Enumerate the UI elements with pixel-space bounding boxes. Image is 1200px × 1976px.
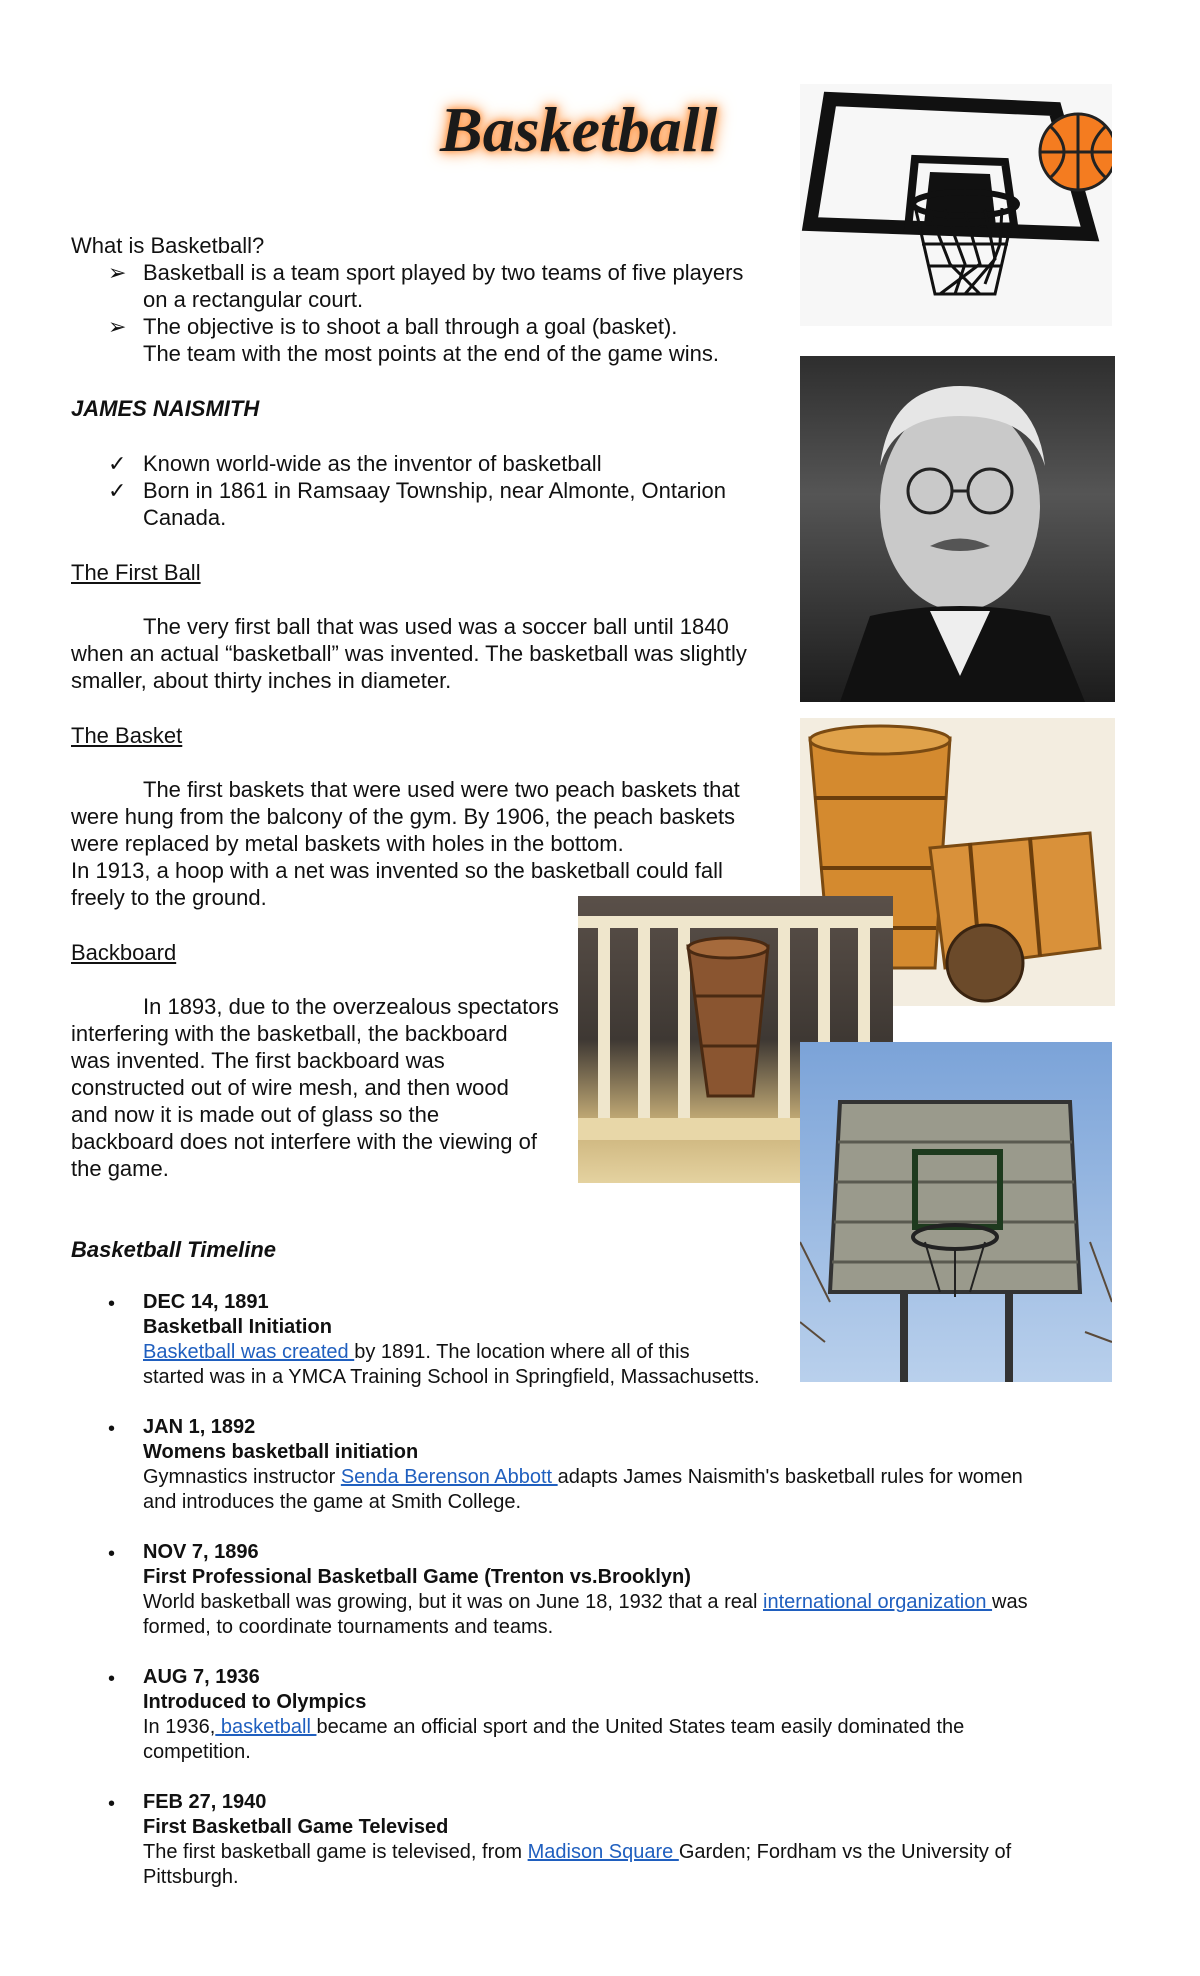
event-5-desc <box>143 1840 1123 1865</box>
event-3-title: First Professional Basketball Game (Trenton vs.Brooklyn) <box>143 1566 691 1588</box>
intro-question: What is Basketball? <box>71 233 265 258</box>
event-4-desc-line-2: competition. <box>143 1741 251 1763</box>
event-2-date: JAN 1, 1892 <box>143 1416 256 1438</box>
backboard-line-2: interfering with the basketball, the backboard <box>71 1021 508 1046</box>
event-3-desc <box>143 1590 1123 1615</box>
intro-bullet-2-line-1: The objective is to shoot a ball through a goal (basket). <box>143 314 678 339</box>
event-5-post: Garden; Fordham vs the University of <box>678 1841 1012 1863</box>
backboard-line-4: constructed out of wire mesh, and then wood <box>71 1075 509 1100</box>
event-5-date: FEB 27, 1940 <box>143 1791 267 1813</box>
timeline-bullet: • <box>108 1418 116 1440</box>
first-ball-line-3: smaller, about thirty inches in diameter. <box>71 668 452 693</box>
intro-bullet-1-line-2: on a rectangular court. <box>143 287 364 312</box>
backboard-line-3: was invented. The first backboard was <box>71 1048 445 1073</box>
event-2-pre: Gymnastics instructor <box>143 1466 341 1488</box>
backboard-line-1: In 1893, due to the overzealous spectators <box>143 994 559 1019</box>
timeline-bullet: • <box>108 1668 116 1690</box>
basket-line-3: were replaced by metal baskets with holes in the bottom. <box>71 831 624 856</box>
basket-line-1: The first baskets that were used were two peach baskets that <box>143 777 740 802</box>
timeline-bullet: • <box>108 1293 116 1315</box>
event-1-title: Basketball Initiation <box>143 1316 332 1338</box>
event-1-desc-line-2: started was in a YMCA Training School in Springfield, Massachusetts. <box>143 1366 760 1388</box>
basket-line-4: In 1913, a hoop with a net was invented so the basketball could fall <box>71 858 723 883</box>
naismith-item-2-line-2: Canada. <box>143 505 227 530</box>
event-5-pre: The first basketball game is televised, from <box>143 1841 528 1863</box>
naismith-heading: JAMES NAISMITH <box>71 396 260 421</box>
naismith-item-1: Known world-wide as the inventor of basketball <box>143 451 602 476</box>
backboard-line-7: the game. <box>71 1156 169 1181</box>
event-5-link[interactable]: Madison Square <box>527 1841 679 1863</box>
event-3-desc-line-2: formed, to coordinate tournaments and teams. <box>143 1616 554 1638</box>
backboard-heading: Backboard <box>71 940 177 965</box>
event-4-title: Introduced to Olympics <box>143 1691 367 1713</box>
backboard-line-6: backboard does not interfere with the viewing of <box>71 1129 537 1154</box>
event-4-link[interactable]: basketball <box>215 1716 317 1738</box>
event-2-desc-line-2: and introduces the game at Smith College. <box>143 1491 521 1513</box>
event-2-title: Womens basketball initiation <box>143 1441 419 1463</box>
event-4-pre: In 1936, <box>143 1716 216 1738</box>
first-ball-heading: The First Ball <box>71 560 201 585</box>
first-ball-line-2: when an actual “basketball” was invented. The basketball was slightly <box>71 641 747 666</box>
timeline-bullet: • <box>108 1543 116 1565</box>
page-title: Basketball <box>440 94 718 165</box>
event-1-post: by 1891. The location where all of this <box>354 1341 690 1363</box>
intro-bullet-1-line-1: Basketball is a team sport played by two teams of five players <box>143 260 744 285</box>
check-bullet-icon: ✓ <box>108 451 127 476</box>
arrow-bullet-icon: ➢ <box>108 260 127 285</box>
event-1-link[interactable]: Basketball was created <box>143 1341 355 1363</box>
timeline-bullet: • <box>108 1793 116 1815</box>
event-2-link[interactable]: Senda Berenson Abbott <box>340 1466 558 1488</box>
event-2-desc <box>143 1465 1123 1490</box>
first-ball-line-1: The very first ball that was used was a soccer ball until 1840 <box>143 614 729 639</box>
event-4-desc <box>143 1715 1123 1740</box>
event-4-date: AUG 7, 1936 <box>143 1666 260 1688</box>
basket-heading: The Basket <box>71 723 183 748</box>
event-4-post: became an official sport and the United States team easily dominated the <box>316 1716 965 1738</box>
event-1-date: DEC 14, 1891 <box>143 1291 269 1313</box>
event-2-post: adapts James Naismith's basketball rules for women <box>557 1466 1023 1488</box>
basket-line-5: freely to the ground. <box>71 885 267 910</box>
event-5-title: First Basketball Game Televised <box>143 1816 449 1838</box>
backboard-line-5: and now it is made out of glass so the <box>71 1102 440 1127</box>
event-5-desc-line-2: Pittsburgh. <box>143 1866 239 1888</box>
event-3-link[interactable]: international organization <box>763 1591 993 1613</box>
wooden-backboard-photo <box>800 1042 1112 1382</box>
basketball-hoop-icon <box>800 84 1112 326</box>
event-3-post: was <box>992 1591 1028 1613</box>
arrow-bullet-icon: ➢ <box>108 314 127 339</box>
event-3-date: NOV 7, 1896 <box>143 1541 259 1563</box>
intro-bullet-2-line-2: The team with the most points at the end of the game wins. <box>143 341 719 366</box>
check-bullet-icon: ✓ <box>108 478 127 503</box>
basket-line-2: were hung from the balcony of the gym. By 1906, the peach baskets <box>71 804 736 829</box>
timeline-heading: Basketball Timeline <box>71 1237 277 1262</box>
james-naismith-portrait <box>800 356 1115 702</box>
event-3-pre: World basketball was growing, but it was on June 18, 1932 that a real <box>143 1591 763 1613</box>
naismith-item-2-line-1: Born in 1861 in Ramsaay Township, near Almonte, Ontarion <box>143 478 726 503</box>
